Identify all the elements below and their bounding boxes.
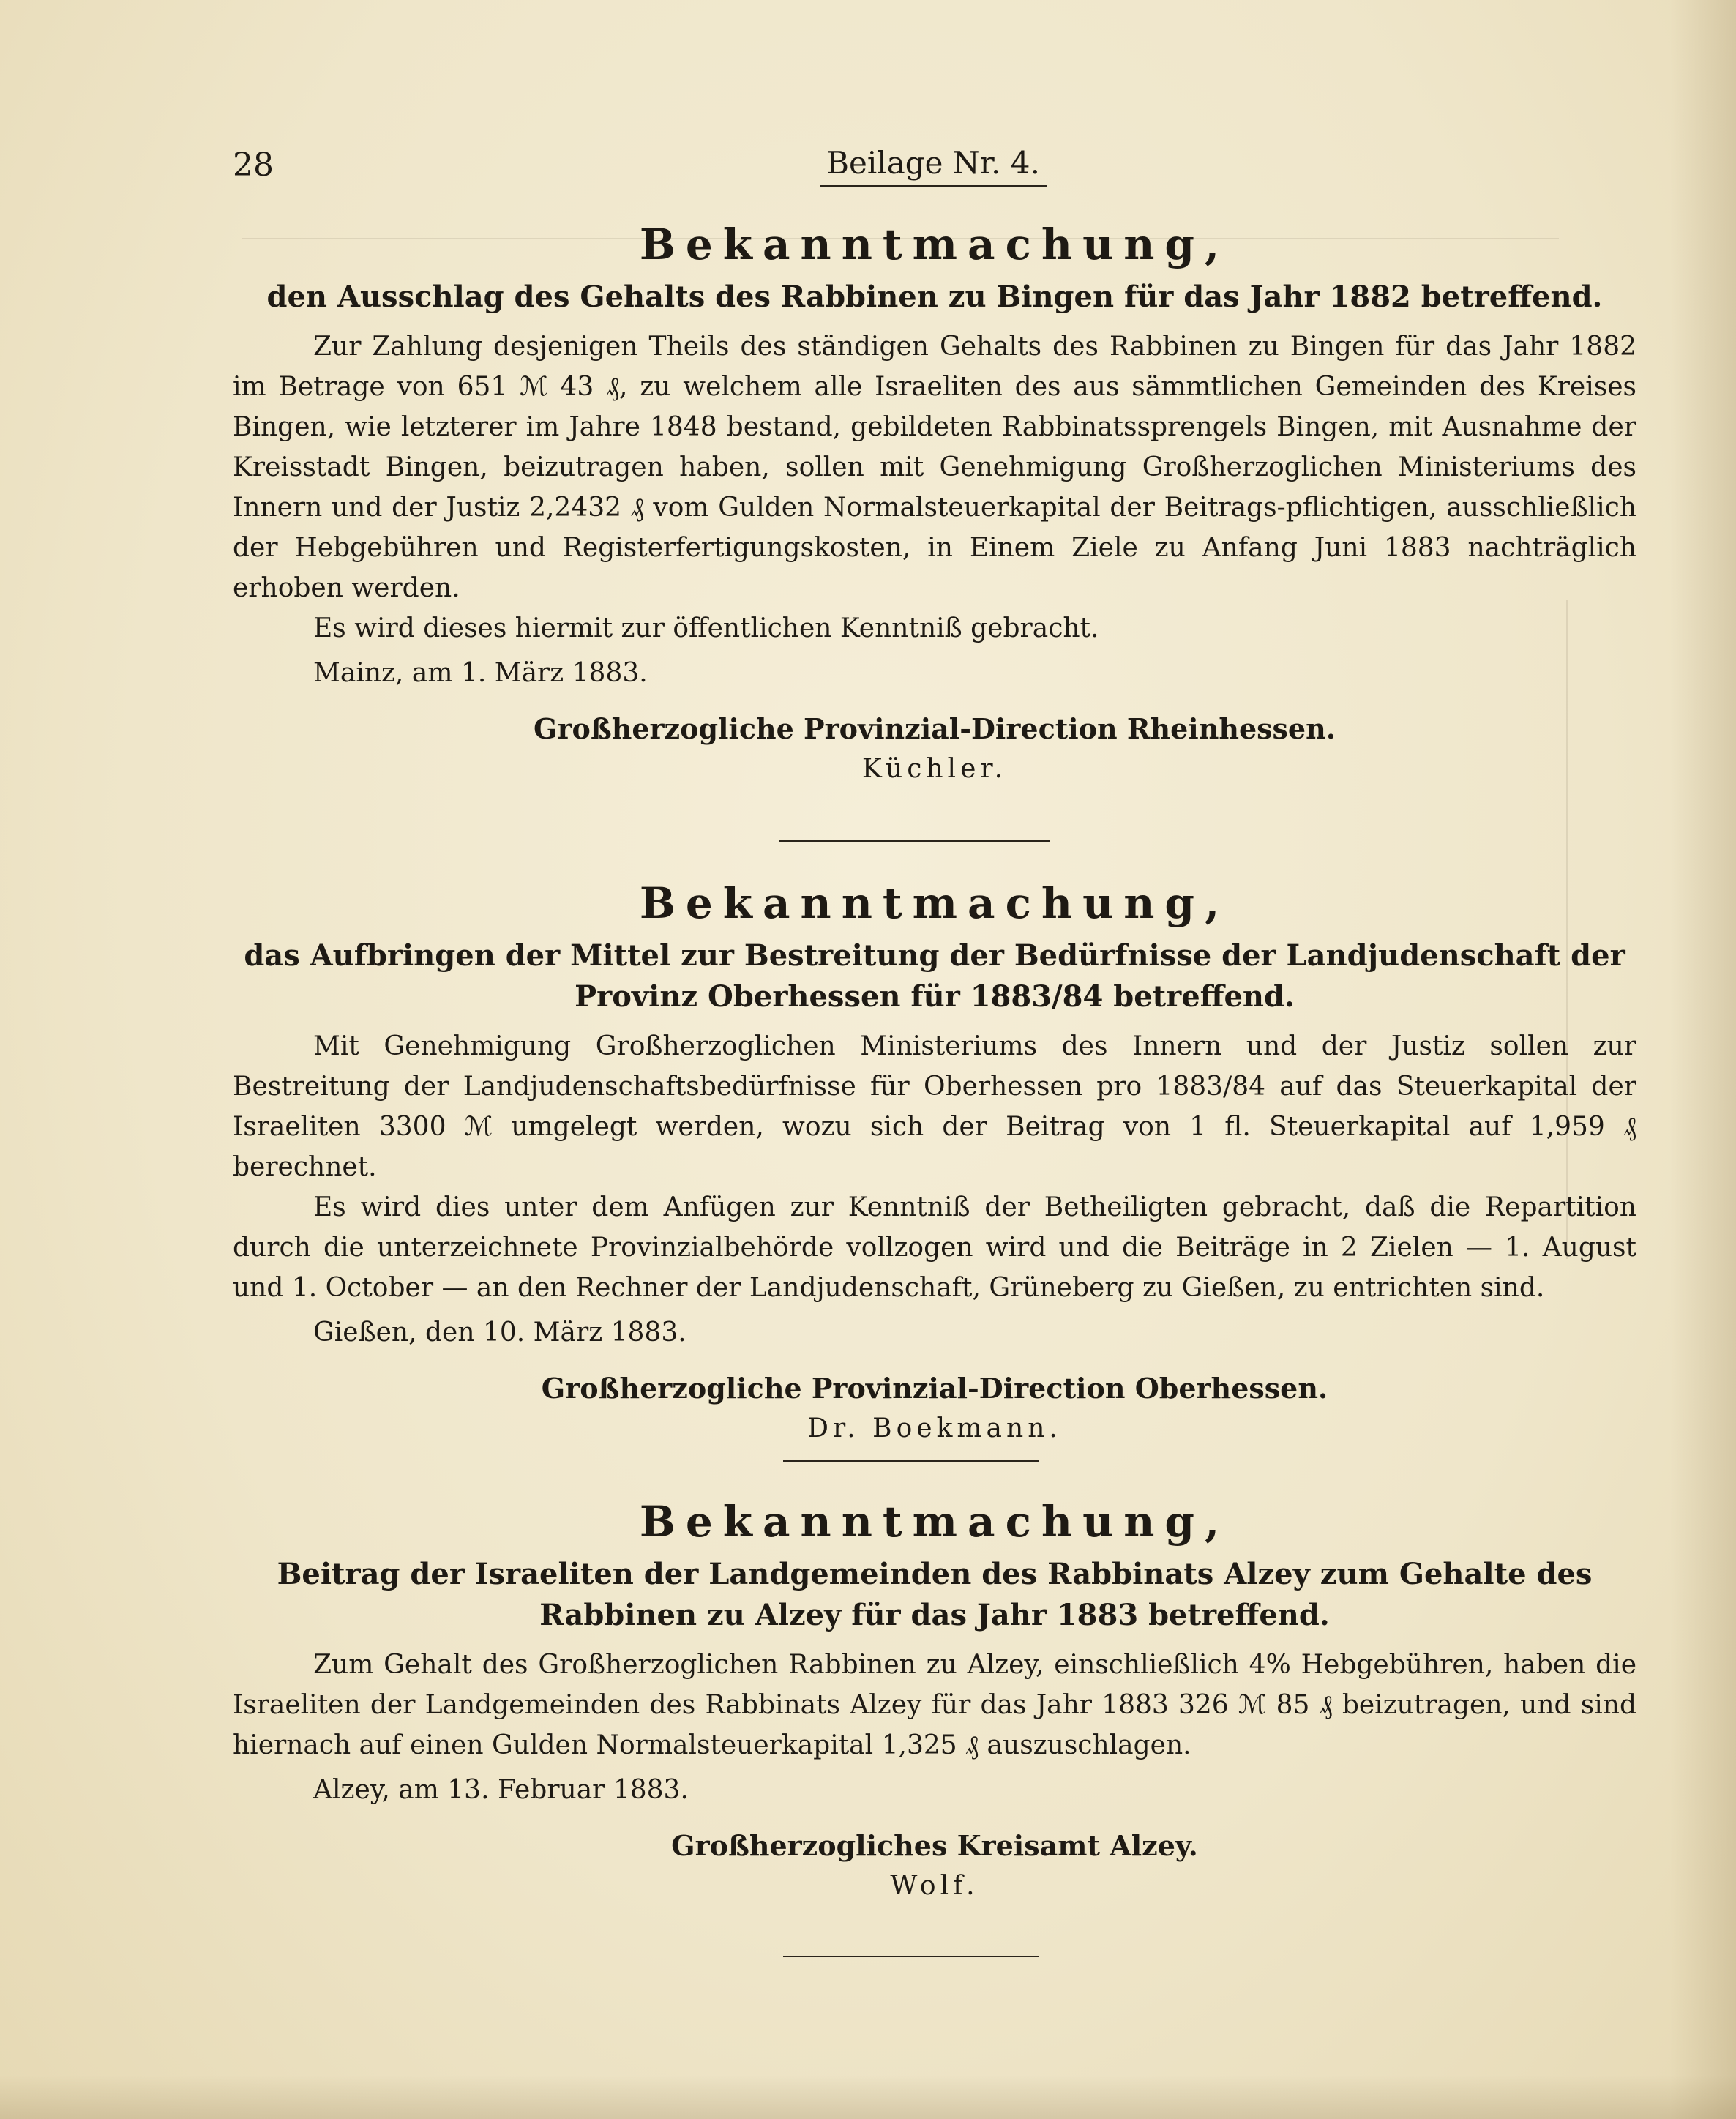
notice-subtitle: den Ausschlag des Gehalts des Rabbinen zu Bingen für das Jahr 1882 betreffend. xyxy=(266,280,1603,314)
notice-title: Bekanntmachung, xyxy=(639,878,1230,928)
issuing-authority: Großherzogliche Provinzial-Direction Rheinhessen. xyxy=(534,712,1336,745)
notice-paragraph: Es wird dieses hiermit zur öffentlichen Kenntniß gebracht. xyxy=(313,613,1099,643)
page-edge-shadow xyxy=(1670,0,1736,2119)
notice-body xyxy=(233,326,1636,649)
notice-subtitle: das Aufbringen der Mittel zur Bestreitung der Bedürfnisse der Landjudenschaft der Provinz Oberhessen für 1883/84 betreffend. xyxy=(244,938,1625,1014)
separator-rule xyxy=(783,1460,1039,1462)
place-date: Mainz, am 1. März 1883. xyxy=(313,658,648,688)
notice-subtitle: Beitrag der Israeliten der Landgemeinden des Rabbinats Alzey zum Gehalte des Rabbinen zu Alzey für das Jahr 1883 betreffend. xyxy=(277,1557,1593,1632)
notice-oberhessen xyxy=(233,878,1636,1443)
notice-title: Bekanntmachung, xyxy=(639,1497,1230,1547)
issuing-authority: Großherzogliche Provinzial-Direction Oberhessen. xyxy=(541,1372,1328,1405)
supplement-heading: Beilage Nr. 4. xyxy=(820,145,1047,187)
place-date: Alzey, am 13. Februar 1883. xyxy=(313,1775,689,1805)
notice-bingen xyxy=(233,220,1636,784)
notice-paragraph: Zum Gehalt des Großherzoglichen Rabbinen zu Alzey, einschließlich 4% Hebgebühren, haben die Israeliten der Landgemeinden des Rabbinats Alzey für das Jahr 1883 326 ℳ 85 ₰ beizutragen, und sind hiernach auf einen Gulden Normalsteuerkapital 1,325 ₰ auszuschlagen. xyxy=(233,1650,1636,1760)
signer: Wolf. xyxy=(890,1871,979,1901)
notice-title: Bekanntmachung, xyxy=(639,220,1230,269)
separator-rule xyxy=(783,1956,1039,1957)
notice-body xyxy=(233,1026,1636,1308)
place-date: Gießen, den 10. März 1883. xyxy=(313,1318,686,1348)
notice-alzey xyxy=(233,1497,1636,1901)
issuing-authority: Großherzogliches Kreisamt Alzey. xyxy=(671,1829,1198,1862)
notice-paragraph: Zur Zahlung desjenigen Theils des ständigen Gehalts des Rabbinen zu Bingen für das Jahr 1882 im Betrage von 651 ℳ 43 ₰, zu welchem alle Israeliten des aus sämmtlichen Gemeinden des Kreises Bingen, wie letzterer im Jahre 1848 bestand, gebildeten Rabbinatssprengels Bingen, mit Ausnahme der Kreisstadt Bingen, beizutragen haben, sollen mit Genehmigung Großherzoglichen Ministeriums des Innern und der Justiz 2,2432 ₰ vom Gulden Normalsteuerkapital der Beitrags-pflichtigen, ausschließlich der Hebgebühren und Registerfertigungskosten, in Einem Ziele zu Anfang Juni 1883 nachträglich erhoben werden. xyxy=(233,332,1636,603)
signer: Küchler. xyxy=(861,754,1008,784)
page-number: 28 xyxy=(233,146,274,184)
separator-rule xyxy=(779,840,1050,842)
notice-paragraph: Es wird dies unter dem Anfügen zur Kenntniß der Betheiligten gebracht, daß die Repartition durch die unterzeichnete Provinzialbehörde vollzogen wird und die Beiträge in 2 Zielen — 1. August und 1. October — an den Rechner der Landjudenschaft, Grüneberg zu Gießen, zu entrichten sind. xyxy=(233,1192,1636,1303)
notice-paragraph: Mit Genehmigung Großherzoglichen Ministeriums des Innern und der Justiz sollen zur Bestreitung der Landjudenschaftsbedürfnisse für Oberhessen pro 1883/84 auf das Steuerkapital der Israeliten 3300 ℳ umgelegt werden, wozu sich der Beitrag von 1 fl. Steuerkapital auf 1,959 ₰ berechnet. xyxy=(233,1031,1636,1182)
page-bottom-shadow xyxy=(0,2075,1736,2119)
notice-body xyxy=(233,1645,1636,1765)
signer: Dr. Boekmann. xyxy=(807,1413,1062,1443)
